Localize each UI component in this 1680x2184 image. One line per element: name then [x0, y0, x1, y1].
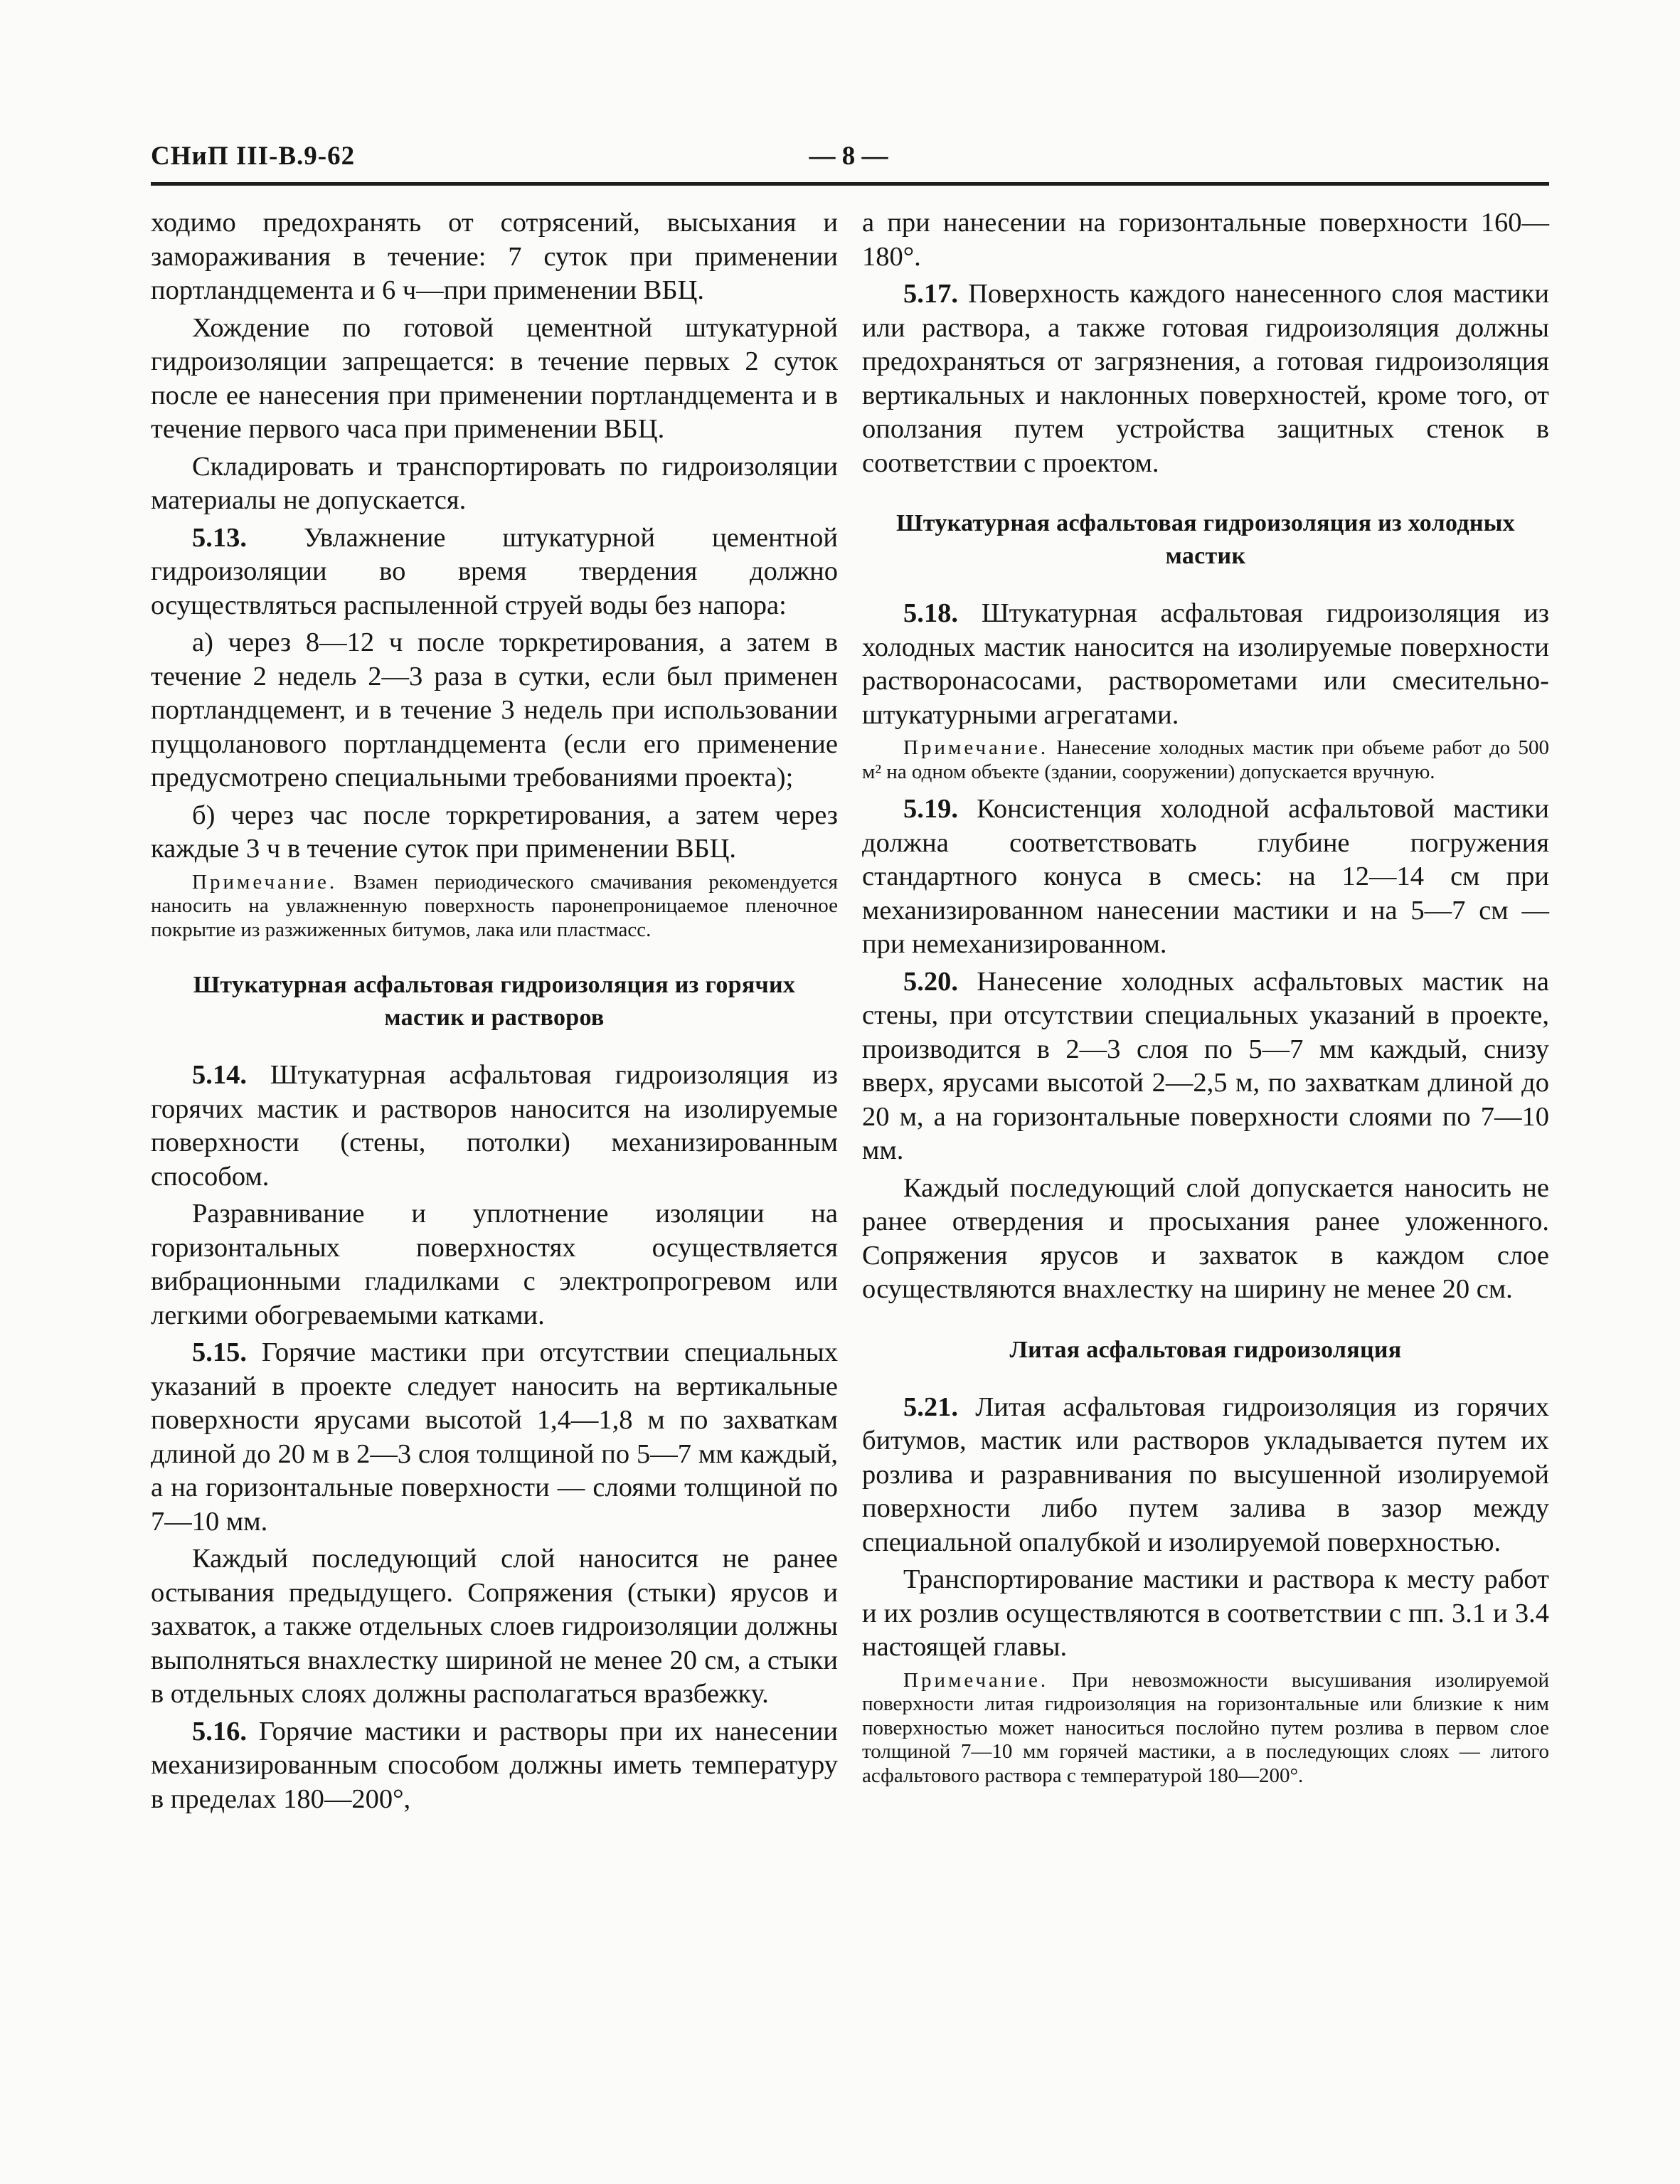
list-item-a: а) через 8—12 ч после торкретирования, а затем в течение 2 недель 2—3 раза в сутки, если был применен портландцемент, и в течение 3 недель при использовании пуццоланового портландцемента (если его применение предусмотрено специальными требованиями проекта);	[151, 627, 838, 793]
list-item-b: б) через час после торкретирования, а затем через каждые 3 ч в течение суток при применении ВБЦ.	[151, 800, 838, 864]
section-number: 5.19.	[903, 794, 958, 824]
section-5-16	[151, 1715, 838, 1817]
section-number: 5.20.	[903, 966, 958, 997]
section-5-21	[862, 1391, 1549, 1560]
section-5-14	[151, 1059, 838, 1194]
section-5-15	[151, 1336, 838, 1539]
paragraph: Каждый последующий слой допускается наносить не ранее отвердения и просыхания ранее уложенного. Сопряжения ярусов и захваток в каждом слое осуществляются внахлестку на ширину не менее 20 см.	[862, 1172, 1549, 1304]
section-5-19	[862, 793, 1549, 962]
note-label: Примечание.	[192, 870, 338, 894]
section-number: 5.14.	[192, 1060, 247, 1090]
note-text: Нанесение холодных мастик при объеме работ до 500 м² на одном объекте (здании, сооружении) допускается вручную.	[862, 736, 1550, 783]
section-5-20	[862, 965, 1549, 1168]
section-number: 5.21.	[903, 1391, 958, 1422]
page-number: — 8 —	[809, 142, 888, 171]
paragraph: а при нанесении на горизонтальные поверхности 160—180°.	[862, 208, 1549, 272]
section-text: Литая асфальтовая гидроизоляция из горячих битумов, мастик или растворов укладывается путем их розлива и разравнивания по высушенной изолируемой поверхности либо путем залива в зазор между специальной опалубкой и изолируемой поверхностью.	[862, 1391, 1550, 1557]
paragraph: Разравнивание и уплотнение изоляции на горизонтальных поверхностях осуществляется вибрационными гладилками с электропрогревом или легкими обогреваемыми катками.	[151, 1199, 838, 1330]
section-number: 5.15.	[192, 1337, 247, 1367]
note	[151, 871, 838, 943]
paragraph: Складировать и транспортировать по гидроизоляции материалы не допускается.	[151, 451, 838, 515]
note-label: Примечание.	[903, 736, 1049, 759]
document-code: СНиП III-В.9-62	[151, 142, 356, 171]
note-label: Примечание.	[903, 1668, 1049, 1692]
section-text: Увлажнение штукатурной цементной гидроизоляции во время твердения должно осуществляться распыленной струей воды без напора:	[151, 522, 838, 620]
note-text: При невозможности высушивания изолируемой поверхности литая гидроизоляция на горизонтальные или близкие к ним поверхностью может наноситься послойно путем розлива в первом слое толщиной 7—10 мм горячей мастики, а в последующих слоях — литого асфальтового раствора с температурой 180—200°.	[862, 1668, 1549, 1787]
section-5-17	[862, 277, 1549, 480]
section-text: Горячие мастики при отсутствии специальных указаний в проекте следует наносить на вертикальные поверхности ярусами высотой 1,4—1,8 м по захваткам длиной до 20 м в 2—3 слоя толщиной по 5—7 мм каждый, а на горизонтальные поверхности — слоями толщиной по 7—10 мм.	[151, 1337, 839, 1537]
section-number: 5.18.	[903, 598, 958, 628]
section-heading: Литая асфальтовая гидроизоляция	[1009, 1336, 1402, 1363]
note	[862, 736, 1549, 784]
section-number: 5.13.	[192, 522, 247, 553]
section-text: Горячие мастики и растворы при их нанесении механизированным способом должны иметь температуру в пределах 180—200°,	[151, 1716, 839, 1814]
page-header	[151, 141, 1546, 175]
section-text: Нанесение холодных асфальтовых мастик на стены, при отсутствии специальных указаний в проекте, производится в 2—3 слоя по 5—7 мм каждый, снизу вверх, ярусами высотой 2—2,5 м, по захваткам длиной до 20 м, а на горизонтальные поверхности слоями по 7—10 мм.	[862, 966, 1549, 1165]
paragraph: Хождение по готовой цементной штукатурной гидроизоляции запрещается: в течение первых 2 суток после ее нанесения при применении портландцемента и в течение первого часа при применении ВБЦ.	[151, 312, 838, 444]
section-number: 5.17.	[903, 279, 958, 309]
section-heading: Штукатурная асфальтовая гидроизоляция из холодных мастик	[896, 510, 1515, 569]
right-column	[862, 206, 1549, 1796]
note-text: Взамен периодического смачивания рекомендуется наносить на увлажненную поверхность паронепроницаемое пленочное покрытие из разжиженных битумов, лака или пластмасс.	[151, 870, 838, 941]
paragraph: Каждый последующий слой наносится не ранее остывания предыдущего. Сопряжения (стыки) ярусов и захваток, а также отдельных слоев гидроизоляции должны выполняться внахлестку шириной не менее 20 см, а стыки в отдельных слоях должны располагаться вразбежку.	[151, 1544, 838, 1709]
note	[862, 1669, 1549, 1788]
left-column	[151, 206, 838, 1820]
paragraph: ходимо предохранять от сотрясений, высыхания и замораживания в течение: 7 суток при применении портландцемента и 6 ч—при применении ВБЦ.	[151, 208, 838, 305]
section-5-18	[862, 597, 1549, 732]
paragraph: Транспортирование мастики и раствора к месту работ и их розлив осуществляются в соответствии с пп. 3.1 и 3.4 настоящей главы.	[862, 1564, 1549, 1662]
section-number: 5.16.	[192, 1716, 247, 1746]
section-text: Поверхность каждого нанесенного слоя мастики или раствора, а также готовая гидроизоляция должны предохраняться от загрязнения, а готовая гидроизоляция вертикальных и наклонных поверхностей, кроме того, от оползания путем устройства защитных стенок в соответствии с проектом.	[862, 279, 1549, 478]
section-heading: Штукатурная асфальтовая гидроизоляция из горячих мастик и растворов	[193, 972, 796, 1031]
section-text: Штукатурная асфальтовая гидроизоляция из горячих мастик и растворов наносится на изолируемые поверхности (стены, потолки) механизированным способом.	[151, 1060, 839, 1192]
header-rule	[151, 182, 1549, 186]
section-5-13	[151, 521, 838, 623]
section-text: Консистенция холодной асфальтовой мастики должна соответствовать глубине погружения стандартного конуса в смесь: на 12—14 см при механизированном нанесении мастики и на 5—7 см — при немеханизированном.	[862, 794, 1549, 959]
section-text: Штукатурная асфальтовая гидроизоляция из холодных мастик наносится на изолируемые поверхности растворонасосами, растворометами или смесительно-штукатурными агрегатами.	[862, 598, 1550, 730]
